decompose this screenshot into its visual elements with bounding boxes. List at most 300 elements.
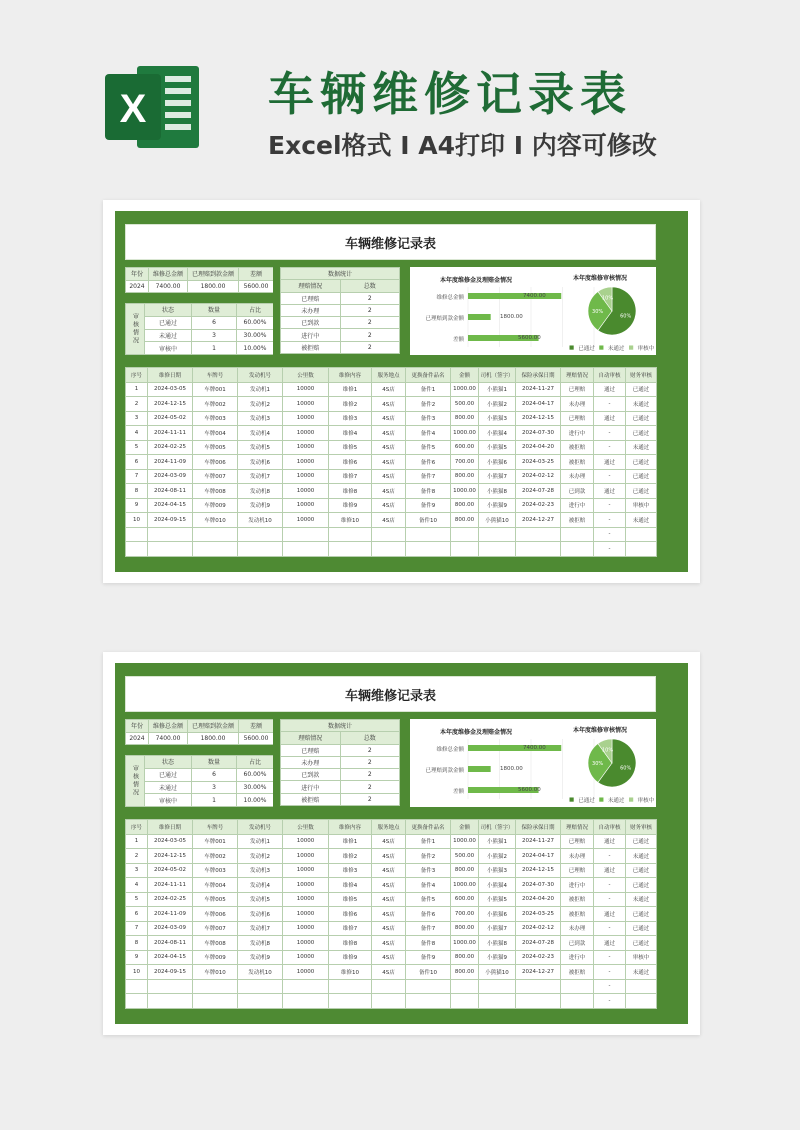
table-cell[interactable]: 4 [126, 878, 148, 893]
column-header[interactable]: 财务审核 [626, 820, 657, 835]
table-cell[interactable]: 小熊猫9 [479, 498, 516, 513]
table-cell[interactable]: 4S店 [372, 950, 406, 965]
table-cell[interactable]: 维修1 [329, 382, 372, 397]
table-cell[interactable]: 2024-12-15 [148, 849, 193, 864]
column-header[interactable]: 金额 [451, 820, 479, 835]
table-cell[interactable]: 维修9 [329, 498, 372, 513]
table-cell[interactable]: 发动机8 [238, 936, 283, 951]
table-cell[interactable]: 已通过 [626, 936, 657, 951]
table-cell[interactable]: 小熊猫8 [479, 936, 516, 951]
table-cell[interactable]: 2024-03-25 [516, 455, 561, 470]
column-header[interactable]: 服务地点 [372, 368, 406, 383]
table-cell[interactable]: 备件5 [406, 440, 451, 455]
table-cell[interactable]: 发动机7 [238, 921, 283, 936]
table-cell[interactable]: 已通过 [626, 469, 657, 484]
table-cell[interactable]: - [594, 950, 626, 965]
table-cell[interactable]: 备件7 [406, 921, 451, 936]
table-cell[interactable]: 2024-02-23 [516, 950, 561, 965]
table-cell[interactable]: 小熊猫1 [479, 382, 516, 397]
table-cell[interactable]: 4S店 [372, 513, 406, 528]
table-cell[interactable]: 发动机4 [238, 426, 283, 441]
column-header[interactable]: 更换备件品名 [406, 820, 451, 835]
table-cell[interactable]: 维修8 [329, 484, 372, 499]
table-cell[interactable]: 维修6 [329, 455, 372, 470]
table-cell[interactable]: 10000 [283, 484, 329, 499]
column-header[interactable]: 公里数 [283, 820, 329, 835]
table-cell[interactable]: 7 [126, 469, 148, 484]
table-cell[interactable]: - [594, 498, 626, 513]
table-cell[interactable]: 2024-02-23 [516, 498, 561, 513]
table-cell[interactable]: 800.00 [451, 498, 479, 513]
table-cell[interactable] [479, 979, 516, 994]
table-cell[interactable]: 4 [126, 426, 148, 441]
table-cell[interactable]: 2024-09-15 [148, 513, 193, 528]
table-cell[interactable]: 4S店 [372, 440, 406, 455]
table-cell[interactable]: 进行中 [561, 878, 594, 893]
table-cell[interactable]: 1000.00 [451, 382, 479, 397]
table-cell[interactable]: 通过 [594, 936, 626, 951]
table-cell[interactable]: 800.00 [451, 513, 479, 528]
table-cell[interactable]: 4S店 [372, 469, 406, 484]
table-cell[interactable] [126, 527, 148, 542]
column-header[interactable]: 金额 [451, 368, 479, 383]
table-cell[interactable]: - [594, 994, 626, 1009]
table-cell[interactable]: 小熊猫6 [479, 455, 516, 470]
column-header[interactable]: 序号 [126, 820, 148, 835]
table-cell[interactable]: 车牌001 [193, 834, 238, 849]
table-cell[interactable] [406, 994, 451, 1009]
table-cell[interactable]: 4S店 [372, 849, 406, 864]
table-cell[interactable]: 4S店 [372, 878, 406, 893]
table-cell[interactable]: 小熊猫1 [479, 834, 516, 849]
table-cell[interactable]: 800.00 [451, 950, 479, 965]
table-cell[interactable]: 已理赔 [561, 834, 594, 849]
summary-year[interactable]: 2024 [126, 281, 148, 293]
table-cell[interactable]: 维修5 [329, 892, 372, 907]
table-cell[interactable]: 小熊猫7 [479, 921, 516, 936]
table-cell[interactable]: 2024-07-30 [516, 426, 561, 441]
table-cell[interactable]: 已理赔 [561, 411, 594, 426]
summary-year[interactable]: 2024 [126, 733, 148, 745]
table-cell[interactable]: 2024-07-28 [516, 936, 561, 951]
table-cell[interactable]: 10000 [283, 455, 329, 470]
column-header[interactable]: 维修内容 [329, 368, 372, 383]
table-cell[interactable]: 2024-04-15 [148, 950, 193, 965]
table-cell[interactable]: 10000 [283, 878, 329, 893]
table-cell[interactable]: 发动机4 [238, 878, 283, 893]
table-cell[interactable] [451, 994, 479, 1009]
table-cell[interactable] [238, 979, 283, 994]
table-cell[interactable]: 1 [126, 834, 148, 849]
table-cell[interactable]: 被拒赔 [561, 513, 594, 528]
table-cell[interactable]: 被拒赔 [561, 965, 594, 980]
table-cell[interactable]: 未办理 [561, 397, 594, 412]
table-cell[interactable]: 10 [126, 965, 148, 980]
table-cell[interactable]: 1000.00 [451, 484, 479, 499]
table-cell[interactable]: 2024-11-11 [148, 426, 193, 441]
table-cell[interactable]: 未办理 [561, 849, 594, 864]
table-cell[interactable]: 进行中 [561, 426, 594, 441]
table-cell[interactable] [626, 994, 657, 1009]
table-cell[interactable]: 车牌008 [193, 484, 238, 499]
table-cell[interactable]: 2024-11-11 [148, 878, 193, 893]
table-cell[interactable]: 4S店 [372, 892, 406, 907]
column-header[interactable]: 理赔情况 [561, 820, 594, 835]
table-cell[interactable]: 700.00 [451, 455, 479, 470]
table-cell[interactable]: - [594, 878, 626, 893]
table-cell[interactable]: 5 [126, 440, 148, 455]
table-cell[interactable]: 备件10 [406, 513, 451, 528]
table-cell[interactable]: 小熊猫10 [479, 965, 516, 980]
table-cell[interactable] [329, 979, 372, 994]
table-cell[interactable]: 9 [126, 950, 148, 965]
table-cell[interactable] [451, 979, 479, 994]
table-cell[interactable]: 4S店 [372, 965, 406, 980]
table-cell[interactable]: 800.00 [451, 411, 479, 426]
table-cell[interactable]: 2024-02-12 [516, 921, 561, 936]
table-cell[interactable]: 10000 [283, 440, 329, 455]
table-cell[interactable]: 维修2 [329, 849, 372, 864]
table-cell[interactable]: 小熊猫10 [479, 513, 516, 528]
table-cell[interactable] [193, 527, 238, 542]
table-cell[interactable]: 10000 [283, 892, 329, 907]
table-cell[interactable] [516, 542, 561, 557]
table-cell[interactable]: 发动机2 [238, 849, 283, 864]
table-cell[interactable]: 车牌002 [193, 397, 238, 412]
table-cell[interactable]: - [594, 469, 626, 484]
table-cell[interactable]: 维修10 [329, 965, 372, 980]
column-header[interactable]: 车牌号 [193, 820, 238, 835]
table-cell[interactable]: - [594, 849, 626, 864]
table-cell[interactable]: 2024-11-09 [148, 455, 193, 470]
table-cell[interactable]: 9 [126, 498, 148, 513]
table-cell[interactable] [372, 979, 406, 994]
table-cell[interactable]: 3 [126, 411, 148, 426]
table-cell[interactable] [283, 542, 329, 557]
table-cell[interactable]: 小熊猫5 [479, 892, 516, 907]
column-header[interactable]: 发动机号 [238, 368, 283, 383]
table-cell[interactable]: 小熊猫5 [479, 440, 516, 455]
table-cell[interactable]: 发动机7 [238, 469, 283, 484]
table-cell[interactable] [148, 979, 193, 994]
table-cell[interactable] [479, 994, 516, 1009]
table-cell[interactable]: 维修8 [329, 936, 372, 951]
table-cell[interactable]: 1000.00 [451, 878, 479, 893]
table-cell[interactable]: 车牌004 [193, 426, 238, 441]
table-cell[interactable] [451, 542, 479, 557]
table-cell[interactable]: - [594, 397, 626, 412]
table-cell[interactable]: 维修9 [329, 950, 372, 965]
table-cell[interactable]: 2024-03-09 [148, 469, 193, 484]
table-cell[interactable]: 被拒赔 [561, 907, 594, 922]
column-header[interactable]: 司机（签字） [479, 368, 516, 383]
table-cell[interactable]: - [594, 965, 626, 980]
table-cell[interactable]: 备件2 [406, 397, 451, 412]
table-cell[interactable]: 车牌003 [193, 863, 238, 878]
table-cell[interactable]: 小熊猫4 [479, 878, 516, 893]
table-cell[interactable]: 车牌007 [193, 921, 238, 936]
table-cell[interactable] [283, 527, 329, 542]
table-cell[interactable]: 通过 [594, 382, 626, 397]
table-cell[interactable] [561, 979, 594, 994]
table-cell[interactable]: 1000.00 [451, 834, 479, 849]
table-cell[interactable]: 发动机5 [238, 892, 283, 907]
column-header[interactable]: 理赔情况 [561, 368, 594, 383]
table-cell[interactable]: - [594, 527, 626, 542]
table-cell[interactable] [193, 979, 238, 994]
table-cell[interactable]: 2024-09-15 [148, 965, 193, 980]
table-cell[interactable]: 800.00 [451, 469, 479, 484]
table-cell[interactable]: 4S店 [372, 936, 406, 951]
table-cell[interactable] [516, 979, 561, 994]
table-cell[interactable]: 2024-07-28 [516, 484, 561, 499]
table-cell[interactable]: 未通过 [626, 849, 657, 864]
table-cell[interactable]: 8 [126, 936, 148, 951]
column-header[interactable]: 公里数 [283, 368, 329, 383]
table-cell[interactable]: 2024-03-05 [148, 382, 193, 397]
table-cell[interactable]: 维修5 [329, 440, 372, 455]
table-cell[interactable]: 2024-03-09 [148, 921, 193, 936]
table-cell[interactable]: 审核中 [626, 498, 657, 513]
table-cell[interactable] [372, 527, 406, 542]
table-cell[interactable] [126, 994, 148, 1009]
table-cell[interactable]: 小熊猫6 [479, 907, 516, 922]
table-cell[interactable]: 10000 [283, 921, 329, 936]
table-cell[interactable]: - [594, 542, 626, 557]
table-cell[interactable]: 车牌010 [193, 513, 238, 528]
table-cell[interactable]: 被拒赔 [561, 440, 594, 455]
table-cell[interactable]: 备件1 [406, 834, 451, 849]
table-cell[interactable] [238, 994, 283, 1009]
table-cell[interactable] [406, 527, 451, 542]
table-cell[interactable]: 2024-04-17 [516, 397, 561, 412]
table-cell[interactable] [451, 527, 479, 542]
table-cell[interactable]: 维修7 [329, 921, 372, 936]
table-cell[interactable] [406, 542, 451, 557]
table-cell[interactable]: 4S店 [372, 834, 406, 849]
table-cell[interactable]: 进行中 [561, 498, 594, 513]
table-cell[interactable]: 10000 [283, 907, 329, 922]
table-cell[interactable]: 2 [126, 397, 148, 412]
table-cell[interactable] [126, 542, 148, 557]
table-cell[interactable]: 车牌001 [193, 382, 238, 397]
table-cell[interactable]: - [594, 513, 626, 528]
table-cell[interactable]: 车牌008 [193, 936, 238, 951]
column-header[interactable]: 自动审核 [594, 820, 626, 835]
table-cell[interactable] [516, 994, 561, 1009]
table-cell[interactable]: 维修1 [329, 834, 372, 849]
table-cell[interactable]: 4S店 [372, 382, 406, 397]
table-cell[interactable]: 车牌004 [193, 878, 238, 893]
table-cell[interactable] [148, 542, 193, 557]
table-cell[interactable] [283, 994, 329, 1009]
table-cell[interactable]: 10000 [283, 397, 329, 412]
table-cell[interactable]: 600.00 [451, 440, 479, 455]
table-cell[interactable]: 10 [126, 513, 148, 528]
table-cell[interactable]: 备件7 [406, 469, 451, 484]
table-cell[interactable]: 发动机9 [238, 950, 283, 965]
table-cell[interactable]: 维修2 [329, 397, 372, 412]
table-cell[interactable]: 备件3 [406, 411, 451, 426]
table-cell[interactable]: 2024-12-27 [516, 965, 561, 980]
table-cell[interactable]: 备件8 [406, 484, 451, 499]
table-cell[interactable]: 未通过 [626, 397, 657, 412]
table-cell[interactable]: 2024-12-27 [516, 513, 561, 528]
table-cell[interactable]: 小熊猫2 [479, 397, 516, 412]
table-cell[interactable]: 4S店 [372, 498, 406, 513]
table-cell[interactable]: 800.00 [451, 921, 479, 936]
table-cell[interactable]: 被拒赔 [561, 892, 594, 907]
table-cell[interactable]: 车牌007 [193, 469, 238, 484]
table-cell[interactable]: 未通过 [626, 440, 657, 455]
table-cell[interactable] [516, 527, 561, 542]
column-header[interactable]: 服务地点 [372, 820, 406, 835]
table-cell[interactable]: 600.00 [451, 892, 479, 907]
table-cell[interactable]: 已理赔 [561, 863, 594, 878]
table-cell[interactable]: 800.00 [451, 965, 479, 980]
column-header[interactable]: 自动审核 [594, 368, 626, 383]
table-cell[interactable]: 通过 [594, 907, 626, 922]
table-cell[interactable]: 备件9 [406, 950, 451, 965]
table-cell[interactable]: 2024-04-17 [516, 849, 561, 864]
table-cell[interactable]: 4S店 [372, 907, 406, 922]
table-cell[interactable]: 发动机10 [238, 513, 283, 528]
column-header[interactable]: 司机（签字） [479, 820, 516, 835]
table-cell[interactable]: 备件6 [406, 455, 451, 470]
table-cell[interactable]: 备件3 [406, 863, 451, 878]
column-header[interactable]: 维修日期 [148, 368, 193, 383]
table-cell[interactable]: 发动机6 [238, 907, 283, 922]
table-cell[interactable]: 进行中 [561, 950, 594, 965]
table-cell[interactable]: 发动机6 [238, 455, 283, 470]
table-cell[interactable]: 1 [126, 382, 148, 397]
column-header[interactable]: 财务审核 [626, 368, 657, 383]
table-cell[interactable]: 已通过 [626, 878, 657, 893]
table-cell[interactable] [561, 527, 594, 542]
table-cell[interactable]: 2024-02-25 [148, 440, 193, 455]
table-cell[interactable] [372, 994, 406, 1009]
table-cell[interactable]: 10000 [283, 950, 329, 965]
table-cell[interactable]: - [594, 440, 626, 455]
table-cell[interactable] [238, 542, 283, 557]
column-header[interactable]: 保险承保日期 [516, 368, 561, 383]
table-cell[interactable] [372, 542, 406, 557]
table-cell[interactable]: 小熊猫3 [479, 411, 516, 426]
table-cell[interactable]: 2024-04-20 [516, 892, 561, 907]
table-cell[interactable]: 10000 [283, 863, 329, 878]
table-cell[interactable] [406, 979, 451, 994]
table-cell[interactable]: 发动机1 [238, 382, 283, 397]
column-header[interactable]: 发动机号 [238, 820, 283, 835]
table-cell[interactable]: 备件6 [406, 907, 451, 922]
column-header[interactable]: 维修内容 [329, 820, 372, 835]
table-cell[interactable]: 10000 [283, 426, 329, 441]
table-cell[interactable]: 已通过 [626, 921, 657, 936]
table-cell[interactable]: 车牌006 [193, 907, 238, 922]
table-cell[interactable] [329, 542, 372, 557]
table-cell[interactable]: 2024-02-12 [516, 469, 561, 484]
table-cell[interactable]: 未办理 [561, 921, 594, 936]
table-cell[interactable]: 维修4 [329, 878, 372, 893]
table-cell[interactable]: 2024-11-27 [516, 382, 561, 397]
table-cell[interactable]: 备件1 [406, 382, 451, 397]
table-cell[interactable]: 4S店 [372, 455, 406, 470]
table-cell[interactable]: 2024-12-15 [148, 397, 193, 412]
column-header[interactable]: 更换备件品名 [406, 368, 451, 383]
table-cell[interactable]: 备件9 [406, 498, 451, 513]
table-cell[interactable] [561, 994, 594, 1009]
table-cell[interactable]: 未办理 [561, 469, 594, 484]
table-cell[interactable]: 车牌003 [193, 411, 238, 426]
table-cell[interactable]: 通过 [594, 834, 626, 849]
table-cell[interactable]: 车牌002 [193, 849, 238, 864]
table-cell[interactable]: 2024-07-30 [516, 878, 561, 893]
table-cell[interactable]: 发动机5 [238, 440, 283, 455]
column-header[interactable]: 序号 [126, 368, 148, 383]
table-cell[interactable]: - [594, 426, 626, 441]
table-cell[interactable]: 10000 [283, 513, 329, 528]
table-cell[interactable]: 备件4 [406, 878, 451, 893]
table-cell[interactable]: 4S店 [372, 484, 406, 499]
table-cell[interactable]: 通过 [594, 411, 626, 426]
table-cell[interactable]: 发动机2 [238, 397, 283, 412]
table-cell[interactable]: 车牌005 [193, 892, 238, 907]
table-cell[interactable] [479, 542, 516, 557]
table-cell[interactable]: 4S店 [372, 863, 406, 878]
table-cell[interactable]: 维修4 [329, 426, 372, 441]
table-cell[interactable]: 发动机1 [238, 834, 283, 849]
table-cell[interactable] [626, 542, 657, 557]
table-cell[interactable]: 2024-05-02 [148, 863, 193, 878]
table-cell[interactable]: 备件5 [406, 892, 451, 907]
table-cell[interactable]: 小熊猫4 [479, 426, 516, 441]
table-cell[interactable]: 已到款 [561, 484, 594, 499]
table-cell[interactable]: 10000 [283, 965, 329, 980]
table-cell[interactable]: 2024-02-25 [148, 892, 193, 907]
table-cell[interactable]: 10000 [283, 834, 329, 849]
table-cell[interactable]: 10000 [283, 411, 329, 426]
table-cell[interactable]: 2024-04-15 [148, 498, 193, 513]
table-cell[interactable]: 已通过 [626, 484, 657, 499]
table-cell[interactable]: 未通过 [626, 513, 657, 528]
table-cell[interactable]: 2024-11-09 [148, 907, 193, 922]
table-cell[interactable] [193, 542, 238, 557]
table-cell[interactable] [329, 994, 372, 1009]
table-cell[interactable]: 2024-12-15 [516, 863, 561, 878]
table-cell[interactable]: 2024-12-15 [516, 411, 561, 426]
table-cell[interactable]: 4S店 [372, 921, 406, 936]
table-cell[interactable]: 已理赔 [561, 382, 594, 397]
table-cell[interactable]: 500.00 [451, 397, 479, 412]
table-cell[interactable]: 发动机3 [238, 411, 283, 426]
table-cell[interactable]: 7 [126, 921, 148, 936]
table-cell[interactable]: 小熊猫3 [479, 863, 516, 878]
table-cell[interactable]: 已通过 [626, 426, 657, 441]
table-cell[interactable]: 维修10 [329, 513, 372, 528]
table-cell[interactable]: 10000 [283, 469, 329, 484]
table-cell[interactable] [329, 527, 372, 542]
table-cell[interactable]: 小熊猫7 [479, 469, 516, 484]
table-cell[interactable]: 5 [126, 892, 148, 907]
table-cell[interactable]: 2024-03-25 [516, 907, 561, 922]
table-cell[interactable]: 10000 [283, 382, 329, 397]
table-cell[interactable]: 未通过 [626, 965, 657, 980]
table-cell[interactable]: 已通过 [626, 455, 657, 470]
table-cell[interactable]: 未通过 [626, 892, 657, 907]
table-cell[interactable] [283, 979, 329, 994]
table-cell[interactable]: 10000 [283, 849, 329, 864]
column-header[interactable]: 保险承保日期 [516, 820, 561, 835]
